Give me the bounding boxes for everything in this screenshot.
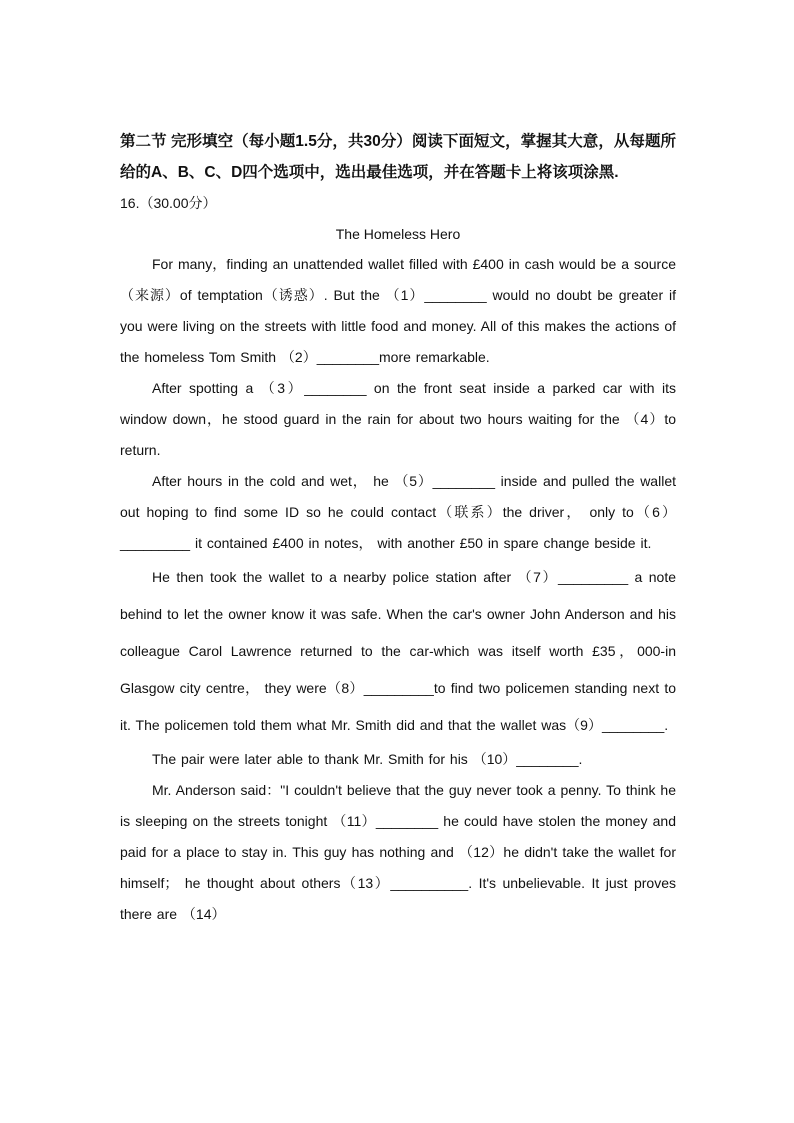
passage-title: The Homeless Hero <box>335 226 461 242</box>
passage-paragraph-1: For many，finding an unattended wallet filled with £400 in cash would be a source（来源）of temptation（诱惑）. But the （1）________ would no doubt be greater if you were living on the streets with little food and money. All of this makes the actions of the homeless Tom Smith （2）________more remarkable. <box>120 256 676 365</box>
passage-paragraph-3: After hours in the cold and wet， he （5）________ inside and pulled the wallet out hoping to find some ID so he could contact（联系）the driver， only to（6）_________ it contained £400 in notes， with another £50 in spare change beside it. <box>120 473 676 551</box>
passage-paragraph-4: He then took the wallet to a nearby police station after （7）_________ a note behind to let the owner know it was safe. When the car's owner John Anderson and his colleague Carol Lawrence returned to the car-which was itself worth £35，000-in Glasgow city centre， they were（8）_________to find two policemen standing next to it. The policemen told them what Mr. Smith did and that the wallet was（9）________. <box>120 569 676 733</box>
passage-paragraph-6: Mr. Anderson said："I couldn't believe that the guy never took a penny. To think he is sleeping on the streets tonight （11）________ he could have stolen the money and paid for a place to stay in. This guy has nothing and （12）he didn't take the wallet for himself； he thought about others（13）__________. It's unbelievable. It just proves there are （14） <box>120 782 676 922</box>
passage-paragraph-2: After spotting a （3）________ on the front seat inside a parked car with its window down，he stood guard in the rain for about two hours waiting for the （4）to return. <box>120 380 676 458</box>
section-heading: 第二节 完形填空（每小题1.5分，共30分）阅读下面短文，掌握其大意，从每题所给的A、B、C、D四个选项中，选出最佳选项，并在答题卡上将该项涂黑. <box>120 133 676 181</box>
question-number: 16.（30.00分） <box>120 195 217 211</box>
document-page <box>120 126 676 930</box>
passage-paragraph-5: The pair were later able to thank Mr. Smith for his （10）________. <box>152 751 583 767</box>
